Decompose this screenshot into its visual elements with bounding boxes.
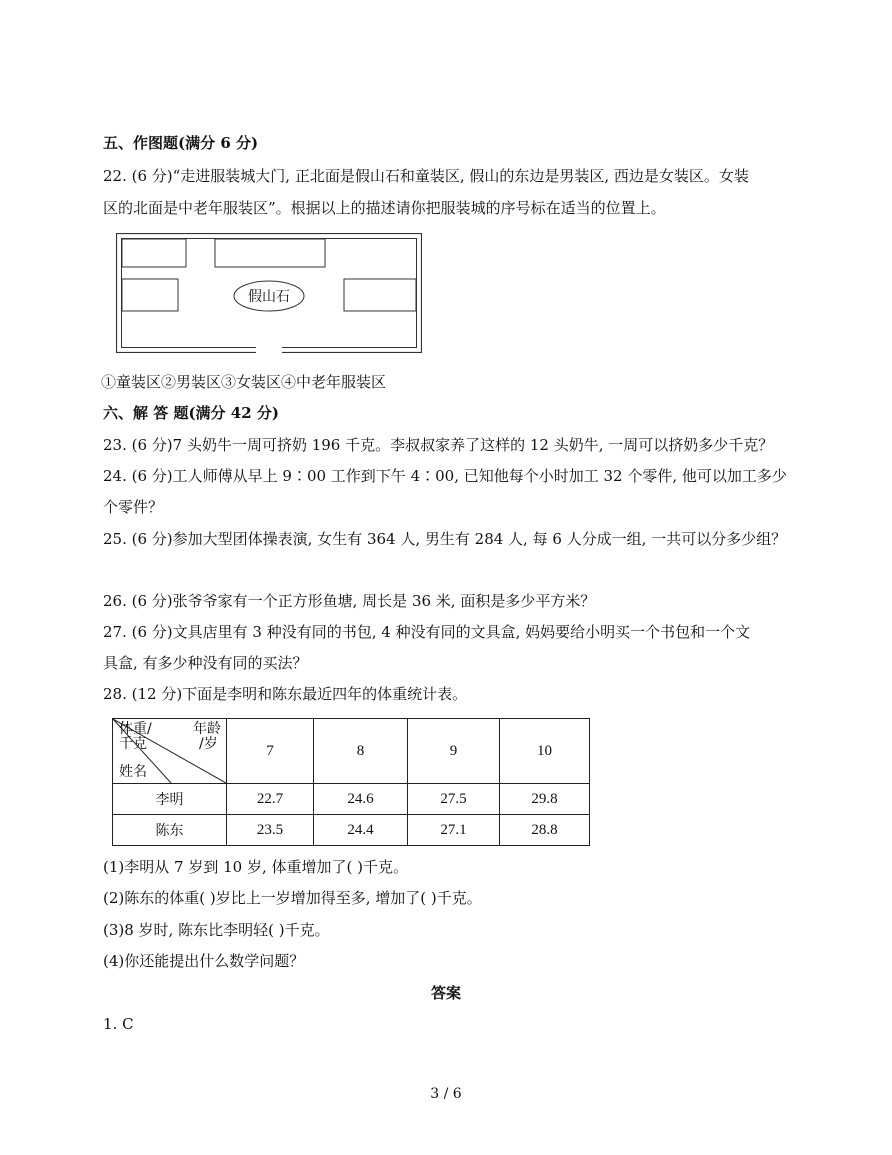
map-options: ①童装区②男装区③女装区④中老年服装区 [101, 373, 387, 391]
question-22-line-1: 22. (6 分)“走进服装城大门, 正北面是假山石和童装区, 假山的东边是男装区, 西边是女装区。女装 [103, 167, 749, 185]
table-corner-header [113, 719, 227, 784]
question-27-line-2: 具盒, 有多少种没有同的买法？ [103, 654, 308, 672]
weight-cell: 24.4 [314, 815, 408, 846]
section-6-title: 六、解 答 题(满分 42 分) [103, 404, 279, 422]
table-row [113, 784, 590, 815]
corner-kg-label: 千克 [119, 736, 147, 752]
page-number: 3 / 6 [430, 1086, 462, 1102]
sub-question-4: (4)你还能提出什么数学问题？ [103, 952, 305, 970]
weight-cell: 27.5 [408, 784, 500, 815]
weight-cell: 28.8 [500, 815, 590, 846]
sub-question-3: (3)8 岁时, 陈东比李明轻( )千克。 [103, 921, 330, 939]
age-header-cell: 8 [314, 719, 408, 784]
weight-cell: 24.6 [314, 784, 408, 815]
corner-name-label: 姓名 [119, 764, 147, 780]
corner-year-label: /岁 [199, 736, 218, 752]
row-name-cell: 李明 [113, 784, 227, 815]
weight-table [112, 718, 590, 846]
question-26: 26. (6 分)张爷爷家有一个正方形鱼塘, 周长是 36 米, 面积是多少平方米？ [103, 592, 596, 610]
answers-title: 答案 [430, 984, 461, 1002]
question-28: 28. (12 分)下面是李明和陈东最近四年的体重统计表。 [103, 685, 468, 703]
table-row [113, 815, 590, 846]
sub-question-2: (2)陈东的体重( )岁比上一岁增加得至多, 增加了( )千克。 [103, 889, 482, 907]
clothing-mall-map [116, 233, 422, 353]
weight-cell: 23.5 [227, 815, 314, 846]
age-header-cell: 9 [408, 719, 500, 784]
sub-question-1: (1)李明从 7 岁到 10 岁, 体重增加了( )千克。 [103, 858, 408, 876]
weight-cell: 22.7 [227, 784, 314, 815]
section-5-title: 五、作图题(满分 6 分) [103, 134, 259, 152]
question-25: 25. (6 分)参加大型团体操表演, 女生有 364 人, 男生有 284 人, 每 6 人分成一组, 一共可以分多少组？ [103, 530, 787, 548]
weight-cell: 29.8 [500, 784, 590, 815]
answer-1: 1. C [103, 1015, 134, 1033]
age-header-cell: 10 [500, 719, 590, 784]
question-22-line-2: 区的北面是中老年服装区”。根据以上的描述请你把服装城的序号标在适当的位置上。 [103, 199, 666, 217]
question-23: 23. (6 分)7 头奶牛一周可挤奶 196 千克。李叔叔家养了这样的 12 头奶牛, 一周可以挤奶多少千克？ [103, 436, 774, 454]
question-24-line-2: 个零件？ [103, 498, 164, 516]
corner-age-label: 年龄 [193, 721, 221, 737]
rockery-label: 假山石 [248, 289, 290, 305]
weight-cell: 27.1 [408, 815, 500, 846]
age-header-cell: 7 [227, 719, 314, 784]
question-27-line-1: 27. (6 分)文具店里有 3 种没有同的书包, 4 种没有同的文具盒, 妈妈要给小明买一个书包和一个文 [103, 623, 751, 641]
row-name-cell: 陈东 [113, 815, 227, 846]
question-24-line-1: 24. (6 分)工人师傅从早上 9∶00 工作到下午 4∶00, 已知他每个小时加工 32 个零件, 他可以加工多少 [103, 467, 787, 485]
corner-weight-label: 体重/ [119, 721, 152, 737]
